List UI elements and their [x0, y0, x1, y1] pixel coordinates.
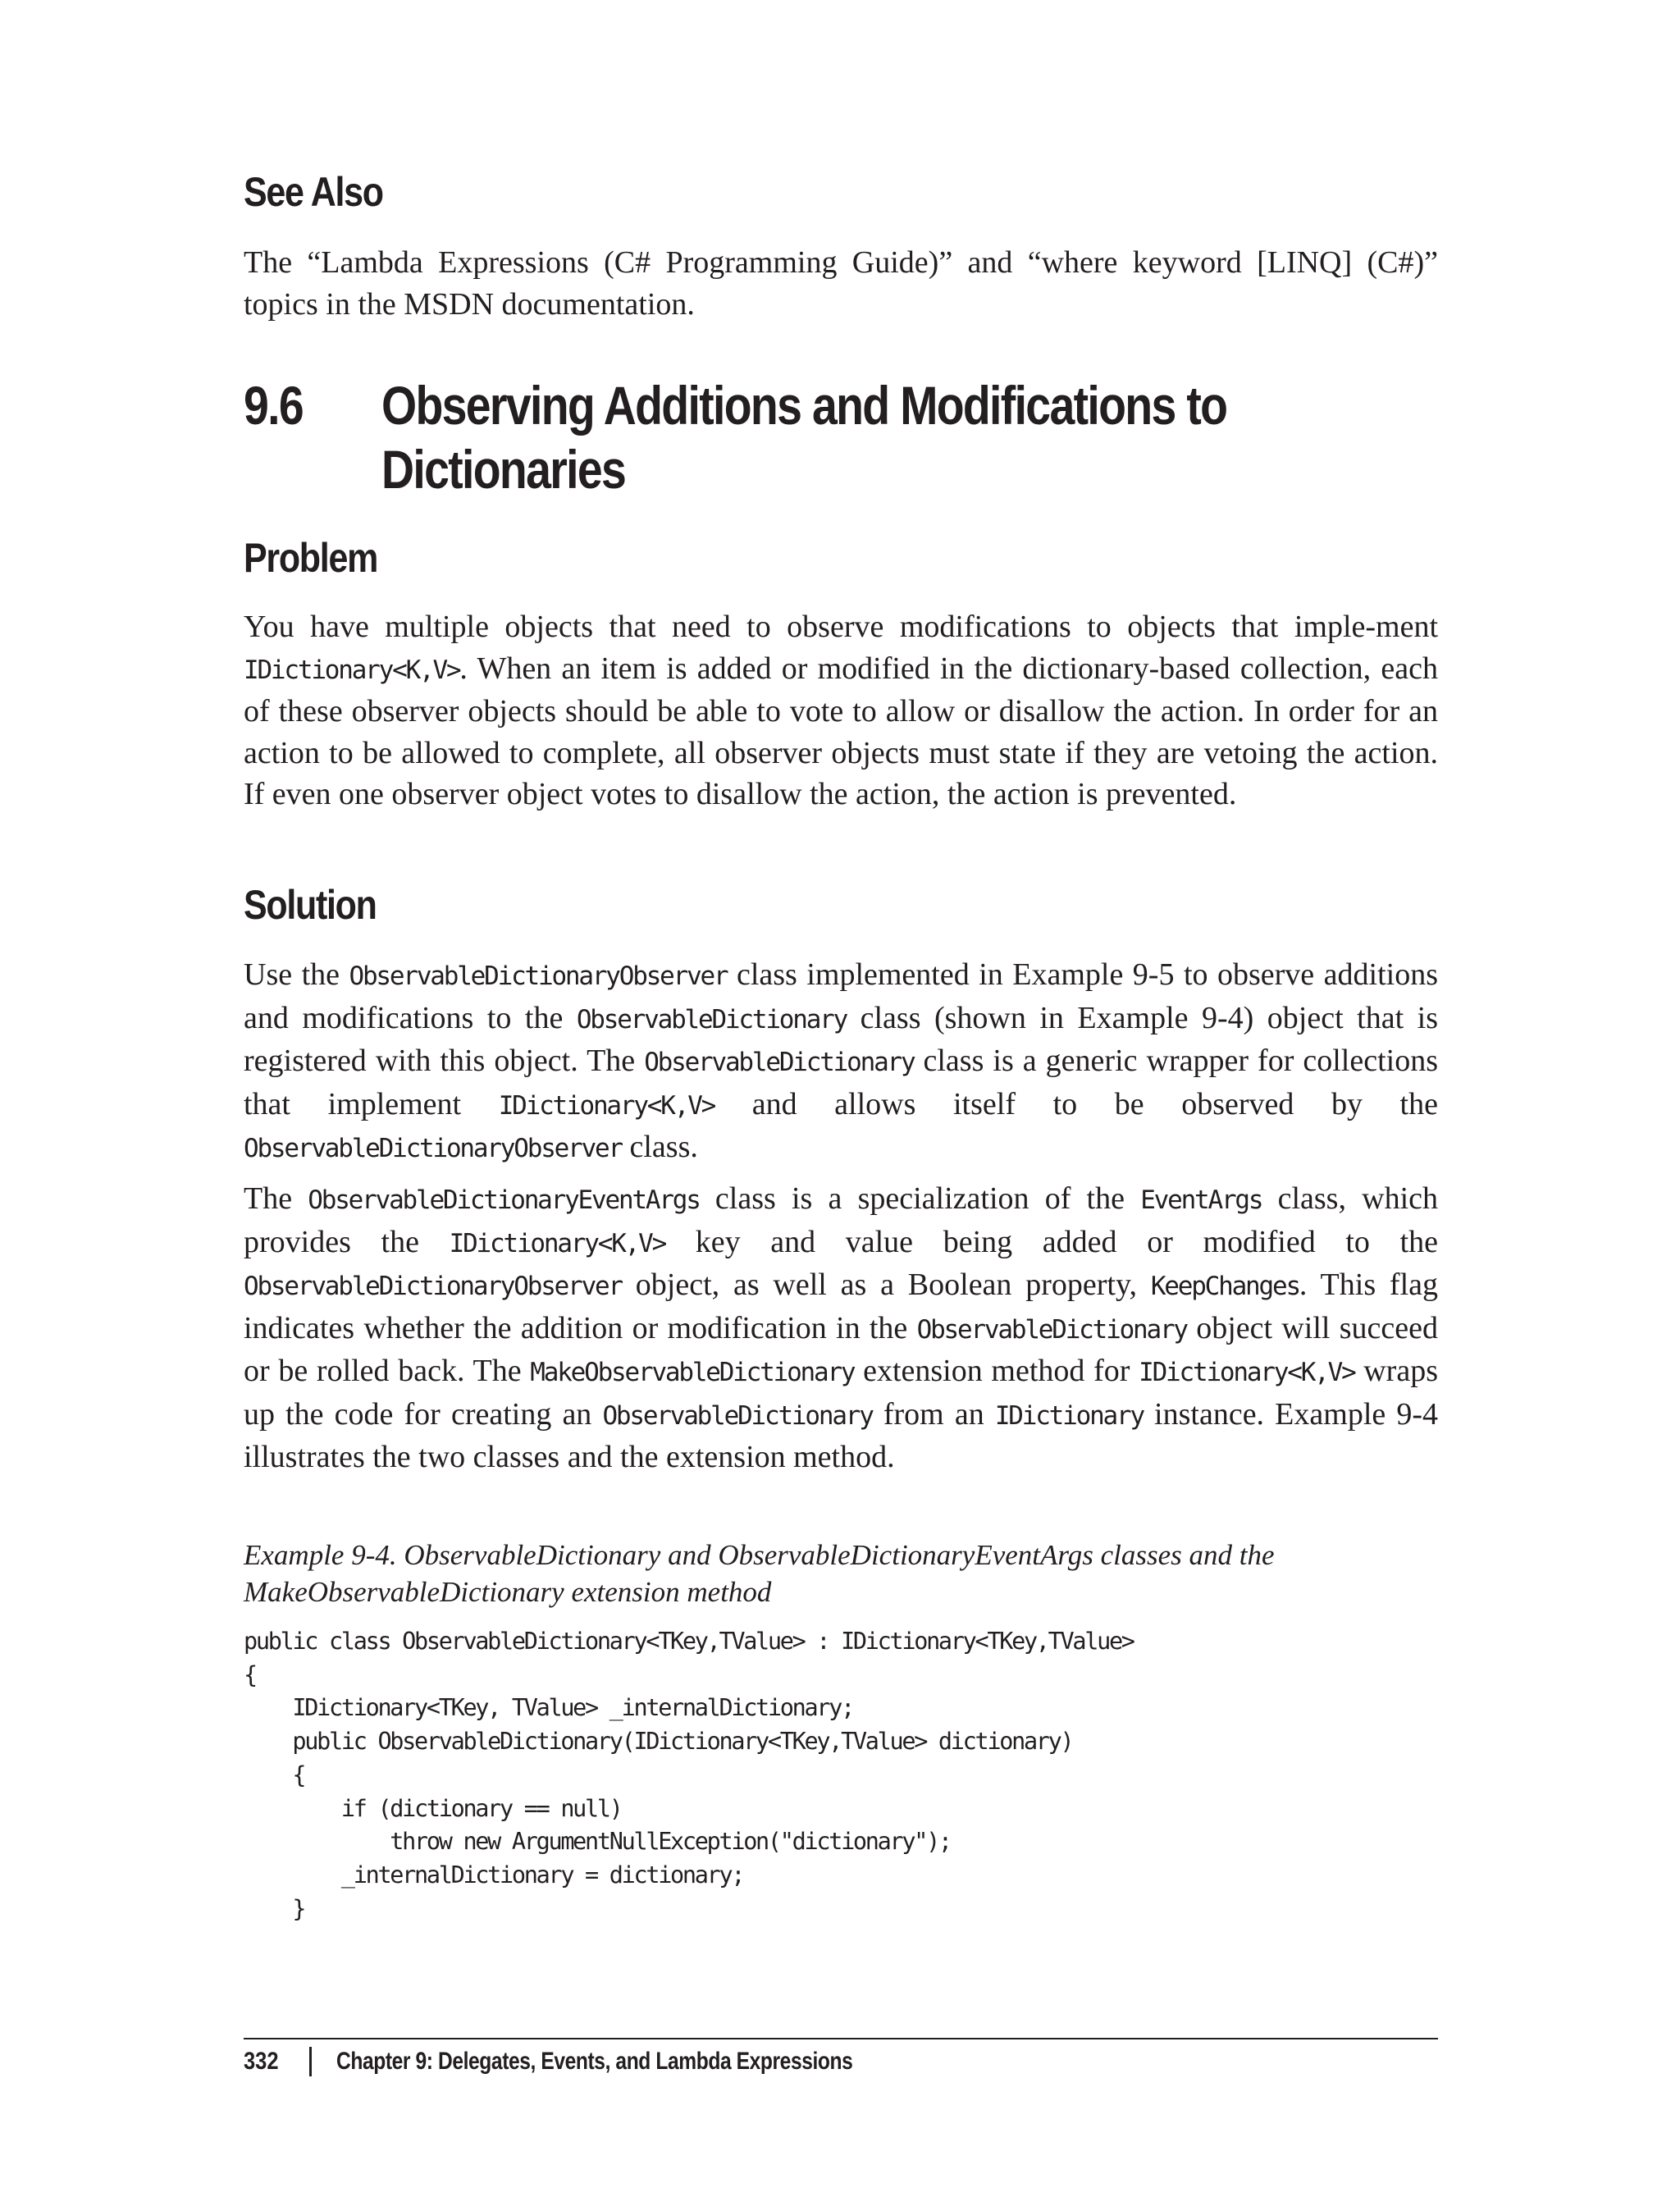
- section-title-line2: Dictionaries: [381, 439, 626, 500]
- solution-heading: Solution: [244, 882, 377, 928]
- problem-heading: Problem: [244, 535, 378, 581]
- footer-divider: [244, 2038, 1438, 2039]
- section-title-line1: Observing Additions and Modifications to: [381, 375, 1227, 436]
- see-also-heading: See Also: [244, 169, 383, 215]
- page-footer: [244, 2047, 966, 2080]
- problem-text: You have multiple objects that need to observe modifications to objects that imple-ment IDictionary<K,V>. When an item is added or modified in the dictionary-based collection, each of these observer objects should be able to vote to allow or disallow the action. In order for an action to be allowed to complete, all observer objects must state if they are vetoing the action. If even one observer object votes to disallow the action, the action is prevented.: [244, 610, 1438, 811]
- section-title-text: [381, 373, 1226, 501]
- solution-paragraph-1: Use the ObservableDictionaryObserver class implemented in Example 9-5 to observe additions and modifications to the ObservableDictionary class (shown in Example 9-4) object that is registered with this object. The ObservableDictionary class is a generic wrapper for collections that implement IDictionary<K,V> and allows itself to be observed by the ObservableDictionaryObserver class.: [244, 957, 1438, 1164]
- see-also-text: The “Lambda Expressions (C# Programming Guide)” and “where keyword [LINQ] (C#)” topics in the MSDN documentation.: [244, 245, 1438, 322]
- section-number: 9.6: [244, 375, 304, 436]
- footer-separator: [309, 2047, 312, 2076]
- code-listing: public class ObservableDictionary<TKey,TValue> : IDictionary<TKey,TValue> { IDictionary<TKey, TValue> _internalDictionary; public ObservableDictionary(IDictionary<TKey,TValue> dictionary) { if (dictionary == null) throw new ArgumentNullException("dictionary"); _internalDictionary = dictionary; }: [244, 1628, 1134, 1922]
- example-caption: [244, 1537, 1438, 1610]
- example-caption-line1: Example 9-4. ObservableDictionary and ObservableDictionaryEventArgs classes and the: [244, 1539, 1275, 1571]
- example-caption-line2: MakeObservableDictionary extension method: [244, 1576, 772, 1608]
- solution-paragraph-2: The ObservableDictionaryEventArgs class is a specialization of the EventArgs class, which provides the IDictionary<K,V> key and value being added or modified to the ObservableDictionaryObserver object, as well as a Boolean property, KeepChanges. This flag indicates whether the addition or modification in the ObservableDictionary object will succeed or be rolled back. The MakeObservableDictionary extension method for IDictionary<K,V> wraps up the code for creating an ObservableDictionary from an IDictionary instance. Example 9-4 illustrates the two classes and the extension method.: [244, 1181, 1439, 1474]
- footer-chapter-title: Chapter 9: Delegates, Events, and Lambda Expressions: [336, 2048, 853, 2076]
- page-number: 332: [244, 2048, 279, 2076]
